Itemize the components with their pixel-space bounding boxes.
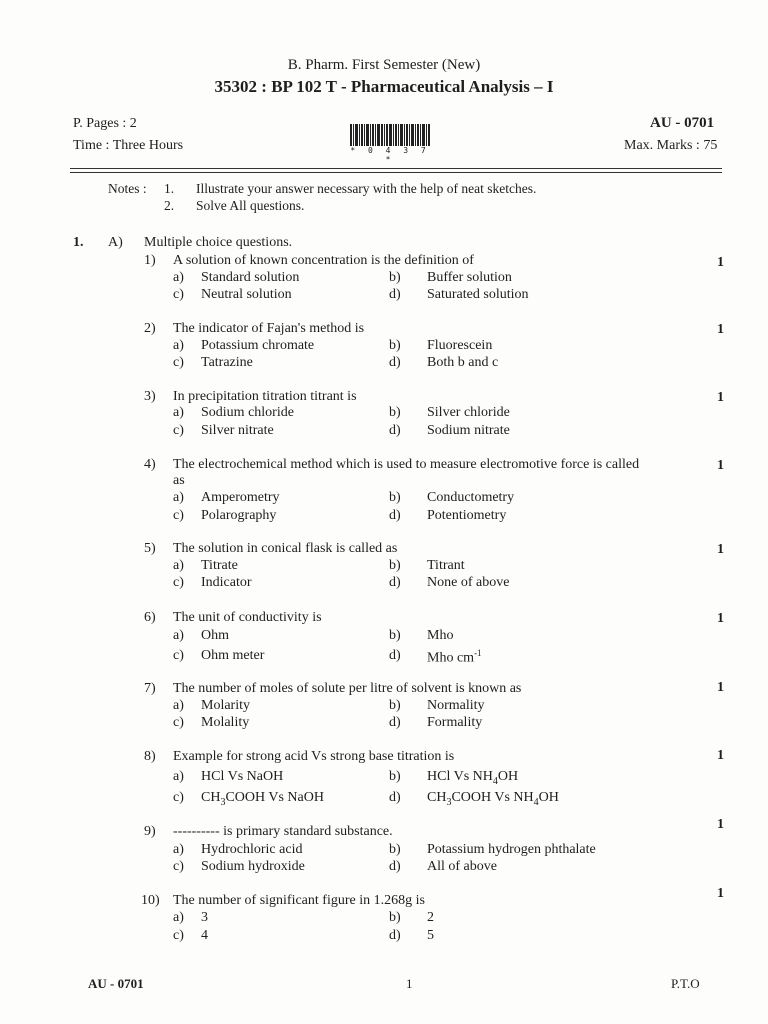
question-number: 8) xyxy=(144,749,156,764)
question-text: The number of moles of solute per litre of solvent is known as xyxy=(173,681,522,696)
option-letter: a) xyxy=(173,405,184,420)
option-letter: a) xyxy=(173,558,184,573)
header-rule-thin xyxy=(70,172,722,173)
option-letter: d) xyxy=(389,715,401,730)
question-mark: 1 xyxy=(717,611,724,626)
option-text: Tatrazine xyxy=(201,355,253,370)
question-number: 9) xyxy=(144,824,156,839)
question-text: The indicator of Fajan's method is xyxy=(173,321,365,336)
option-text: Potassium hydrogen phthalate xyxy=(427,842,596,857)
question-number: 4) xyxy=(144,457,156,472)
option-letter: d) xyxy=(389,575,401,590)
option-letter: d) xyxy=(389,648,401,663)
paper-code: AU - 0701 xyxy=(650,115,715,131)
header-rule xyxy=(70,168,722,169)
question-text: Example for strong acid Vs strong base titration is xyxy=(173,749,455,764)
question-mark: 1 xyxy=(717,390,724,405)
option-text: Hydrochloric acid xyxy=(201,842,303,857)
option-letter: c) xyxy=(173,355,184,370)
option-text: 3 xyxy=(201,910,208,925)
section-heading: Multiple choice questions. xyxy=(144,235,293,250)
formula-part: CH xyxy=(427,790,447,805)
question-number: 6) xyxy=(144,610,156,625)
option-letter: c) xyxy=(173,859,184,874)
option-text: Mho xyxy=(427,628,454,643)
option-text: Amperometry xyxy=(201,490,280,505)
question-text: The electrochemical method which is used to measure electromotive force is called xyxy=(173,457,640,472)
question-mark: 1 xyxy=(717,817,724,832)
option-text: Polarography xyxy=(201,508,277,523)
option-text: Potentiometry xyxy=(427,508,507,523)
question-mark: 1 xyxy=(717,748,724,763)
footer-page-number: 1 xyxy=(406,976,413,991)
formula-part: OH xyxy=(538,790,559,805)
option-text: Silver chloride xyxy=(427,405,510,420)
note-text: Solve All questions. xyxy=(196,198,305,213)
option-letter: b) xyxy=(389,910,401,925)
option-text: Standard solution xyxy=(201,270,300,285)
option-letter: b) xyxy=(389,628,401,643)
formula-subscript: 4 xyxy=(492,775,498,787)
formula-subscript: 3 xyxy=(446,796,452,808)
option-text: 2 xyxy=(427,910,434,925)
option-letter: d) xyxy=(389,423,401,438)
question-number: 2) xyxy=(144,321,156,336)
question-text: A solution of known concentration is the definition of xyxy=(173,253,474,268)
option-text-main: Mho cm xyxy=(427,650,475,666)
notes-label: Notes : xyxy=(108,181,147,196)
option-letter: a) xyxy=(173,490,184,505)
option-letter: c) xyxy=(173,715,184,730)
option-text: Formality xyxy=(427,715,483,730)
question-text: The unit of conductivity is xyxy=(173,610,322,625)
barcode-graphic xyxy=(350,124,430,146)
footer-paper-code: AU - 0701 xyxy=(88,976,144,991)
option-letter: a) xyxy=(173,698,184,713)
option-letter: a) xyxy=(173,842,184,857)
option-letter: a) xyxy=(173,338,184,353)
option-letter: d) xyxy=(389,790,401,805)
formula-part: COOH Vs NaOH xyxy=(225,790,324,805)
max-marks: Max. Marks : 75 xyxy=(624,138,718,153)
formula-part: CH xyxy=(201,790,221,805)
question-mark: 1 xyxy=(717,322,724,337)
option-text: Molality xyxy=(201,715,250,730)
formula-part: COOH Vs NH xyxy=(451,790,534,805)
option-text: Indicator xyxy=(201,575,252,590)
option-letter: b) xyxy=(389,405,401,420)
exam-title: 35302 : BP 102 T - Pharmaceutical Analysis – I xyxy=(214,77,554,96)
option-letter: b) xyxy=(389,698,401,713)
option-text: HCl Vs NaOH xyxy=(201,769,284,784)
question-mark: 1 xyxy=(717,542,724,557)
formula-part: HCl Vs NH xyxy=(427,769,493,784)
option-text: None of above xyxy=(427,575,510,590)
option-text: Fluorescein xyxy=(427,338,493,353)
note-text: Illustrate your answer necessary with the help of neat sketches. xyxy=(196,181,537,196)
question-text: The solution in conical flask is called as xyxy=(173,541,398,556)
question-mark: 1 xyxy=(717,255,724,270)
section-number: 1. xyxy=(73,235,84,250)
option-letter: d) xyxy=(389,859,401,874)
option-letter: c) xyxy=(173,648,184,663)
option-text: Sodium hydroxide xyxy=(201,859,305,874)
option-letter: b) xyxy=(389,842,401,857)
question-text-continued: as xyxy=(173,473,185,488)
page-count: P. Pages : 2 xyxy=(73,116,137,131)
option-letter: c) xyxy=(173,575,184,590)
option-text: Normality xyxy=(427,698,485,713)
option-letter: d) xyxy=(389,508,401,523)
option-text: Molarity xyxy=(201,698,250,713)
exam-subtitle: B. Pharm. First Semester (New) xyxy=(287,57,481,73)
option-text: 5 xyxy=(427,928,434,943)
option-text-superscript: -1 xyxy=(474,648,482,658)
option-letter: d) xyxy=(389,355,401,370)
option-letter: c) xyxy=(173,287,184,302)
question-mark: 1 xyxy=(717,680,724,695)
formula-subscript: 3 xyxy=(220,796,226,808)
option-text xyxy=(427,790,559,808)
question-number: 5) xyxy=(144,541,156,556)
note-number: 2. xyxy=(164,198,175,213)
option-text: 4 xyxy=(201,928,208,943)
question-number: 1) xyxy=(144,253,156,268)
option-text: All of above xyxy=(427,859,497,874)
option-text: Titrate xyxy=(201,558,238,573)
option-text: Conductometry xyxy=(427,490,515,505)
option-letter: b) xyxy=(389,558,401,573)
formula-subscript: 4 xyxy=(533,796,539,808)
exam-duration: Time : Three Hours xyxy=(73,138,184,153)
option-text: Buffer solution xyxy=(427,270,512,285)
option-text: Silver nitrate xyxy=(201,423,274,438)
option-letter: c) xyxy=(173,790,184,805)
option-text: Both b and c xyxy=(427,355,499,370)
option-text: Titrant xyxy=(427,558,465,573)
barcode-digits: * 0 4 3 7 * xyxy=(350,146,430,164)
question-number: 7) xyxy=(144,681,156,696)
option-text: Neutral solution xyxy=(201,287,292,302)
option-letter: b) xyxy=(389,769,401,784)
question-mark: 1 xyxy=(717,886,724,901)
question-mark: 1 xyxy=(717,458,724,473)
option-letter: c) xyxy=(173,508,184,523)
formula-part: OH xyxy=(497,769,519,784)
option-letter: a) xyxy=(173,628,184,643)
option-text xyxy=(427,769,518,787)
option-text: Sodium nitrate xyxy=(427,423,510,438)
option-letter: b) xyxy=(389,490,401,505)
option-letter: b) xyxy=(389,270,401,285)
option-text: Saturated solution xyxy=(427,287,529,302)
option-letter: c) xyxy=(173,928,184,943)
option-letter: b) xyxy=(389,338,401,353)
section-part: A) xyxy=(108,235,123,250)
option-text: Ohm meter xyxy=(201,648,265,663)
option-text xyxy=(427,648,482,667)
option-text: Ohm xyxy=(201,628,229,643)
option-letter: d) xyxy=(389,928,401,943)
question-number: 10) xyxy=(141,893,160,908)
option-text: Sodium chloride xyxy=(201,405,294,420)
option-letter: a) xyxy=(173,769,184,784)
option-letter: c) xyxy=(173,423,184,438)
option-letter: a) xyxy=(173,910,184,925)
question-text: ---------- is primary standard substance. xyxy=(173,824,393,839)
option-letter: d) xyxy=(389,287,401,302)
option-text xyxy=(201,790,324,808)
question-number: 3) xyxy=(144,389,156,404)
note-number: 1. xyxy=(164,181,175,196)
question-text: In precipitation titration titrant is xyxy=(173,389,357,404)
option-letter: a) xyxy=(173,270,184,285)
question-text: The number of significant figure in 1.268g is xyxy=(173,893,425,908)
option-text: Potassium chromate xyxy=(201,338,315,353)
footer-pto: P.T.O xyxy=(671,976,700,991)
